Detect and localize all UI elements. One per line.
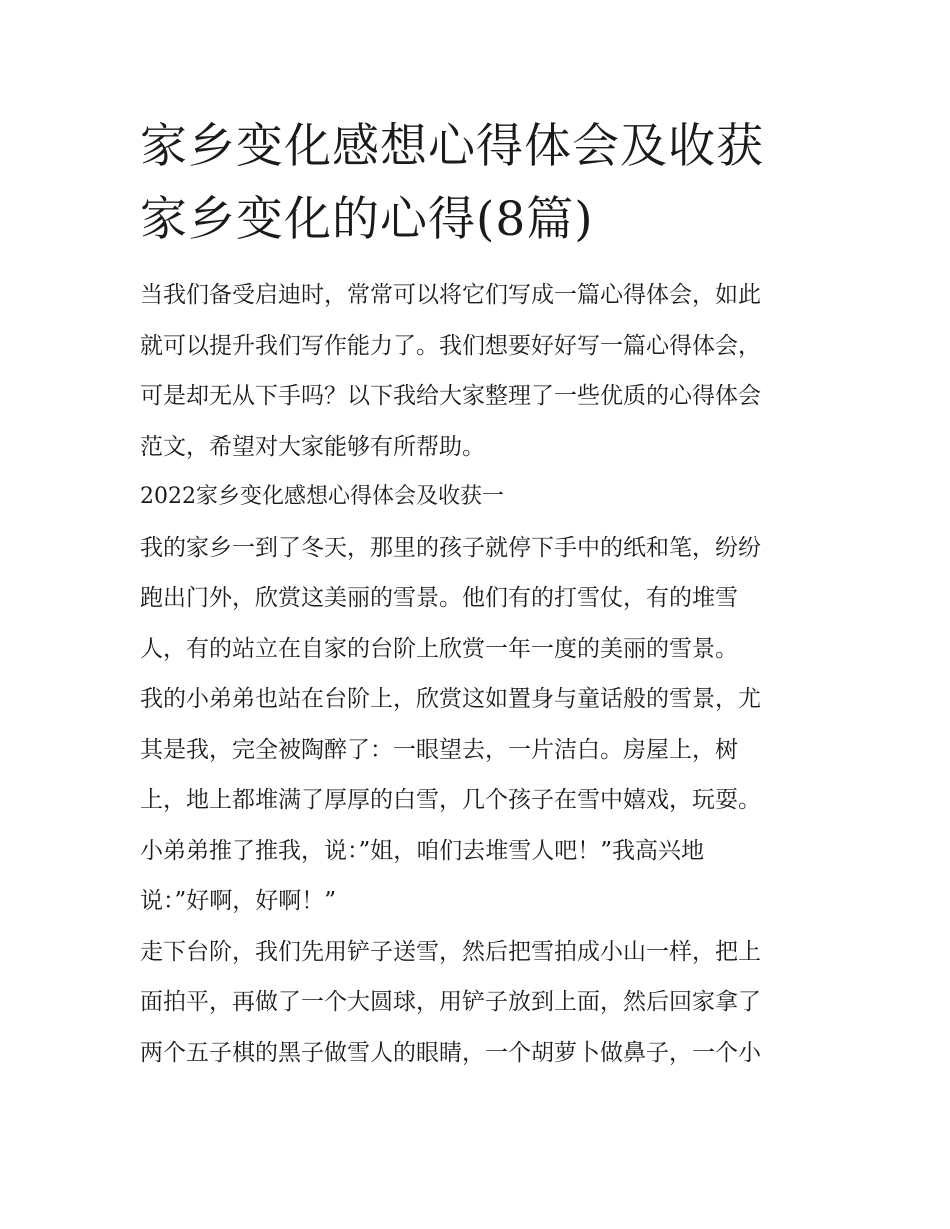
title-line: 家乡变化感想心得体会及收获 — [140, 119, 764, 174]
document-page — [140, 110, 820, 1078]
paragraph-line: 走下台阶，我们先用铲子送雪，然后把雪拍成小山一样，把上 — [140, 938, 761, 965]
paragraph-line: 两个五子棋的黑子做雪人的眼睛，一个胡萝卜做鼻子，一个小 — [140, 1039, 761, 1066]
paragraph-line: 范文，希望对大家能够有所帮助。 — [140, 433, 485, 460]
paragraph-line: 说：”好啊，好啊！” — [140, 888, 337, 914]
paragraph-line: 其是我，完全被陶醉了：一眼望去，一片洁白。房屋上，树 — [140, 736, 738, 763]
paragraph-line: 人，有的站立在自家的台阶上欣赏一年一度的美丽的雪景。 — [140, 635, 738, 662]
paragraph-line: 我的小弟弟也站在台阶上，欣赏这如置身与童话般的雪景，尤 — [140, 686, 761, 712]
paragraph-line: 就可以提升我们写作能力了。我们想要好好写一篇心得体会， — [140, 332, 761, 359]
paragraph-line: 我的家乡一到了冬天，那里的孩子就停下手中的纸和笔，纷纷 — [140, 534, 761, 561]
paragraph-line: 上，地上都堆满了厚厚的白雪，几个孩子在雪中嬉戏，玩耍。 — [140, 787, 761, 813]
title-line: 家乡变化的心得(8篇) — [140, 192, 594, 247]
paragraph-line: 可是却无从下手吗？以下我给大家整理了一些优质的心得体会 — [140, 383, 761, 409]
intro-paragraph — [140, 270, 820, 472]
paragraph-line: 小弟弟推了推我，说：”姐，咱们去堆雪人吧！”我高兴地 — [140, 837, 705, 864]
paragraph-line: 跑出门外，欣赏这美丽的雪景。他们有的打雪仗，有的堆雪 — [140, 585, 738, 611]
section-heading: 2022家乡变化感想心得体会及收获一 — [140, 484, 504, 509]
paragraph-line: 面拍平，再做了一个大圆球，用铲子放到上面，然后回家拿了 — [140, 989, 761, 1015]
section-body — [140, 523, 820, 1079]
paragraph-line: 当我们备受启迪时，常常可以将它们写成一篇心得体会，如此 — [140, 282, 761, 308]
document-title — [140, 110, 820, 256]
